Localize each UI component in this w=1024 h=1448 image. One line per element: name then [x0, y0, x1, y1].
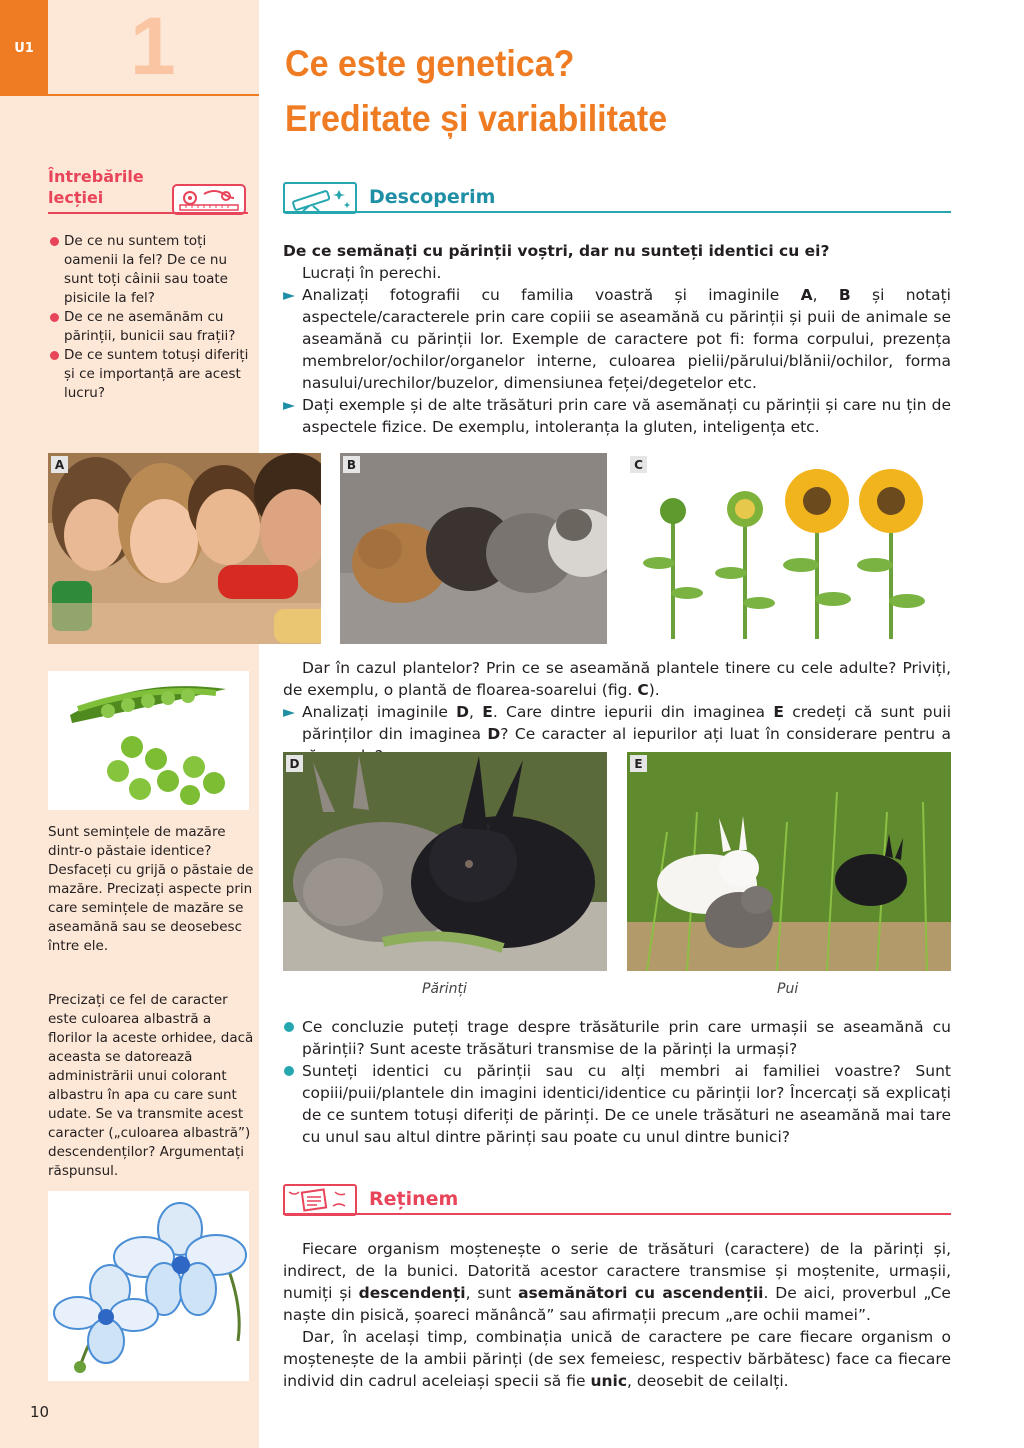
notes-icon [283, 1184, 357, 1216]
photo-c-sunflowers [627, 453, 951, 644]
caption-babies: Pui [777, 981, 799, 997]
photo-d-rabbit-parents [283, 752, 607, 971]
unit-tab: U1 [0, 0, 48, 96]
remember-text [283, 1238, 951, 1392]
arrow-icon: ► [283, 703, 295, 721]
conclusion-item: Sunteți identici cu părinții sau cu alți membri ai familiei voastre? Sunt copiii/puii/plantele din imagini identici/identice cu părinții lor? Încercați să explicați de ce suntem totuși diferiți de părinți. De ce unele trăsături ne aseamănă mai tare cu unul sau altul dintre părinți sau poate cu unul dintre bunici? [283, 1060, 951, 1148]
title-rule [48, 94, 259, 96]
remember-paragraph-2: Dar, în același timp, combinația unică de caractere pe care fiecare organism o moștenește de la ambii părinți (de sex femeiesc, respectiv bărbătesc) face ca fiecare individ din cadrul aceleiași specii să fie unic, deosebit de ceilalți. [283, 1328, 951, 1390]
questions-rule [48, 212, 248, 214]
discover-bullet-3: ► Analizați imaginile D, E. Care dintre iepurii din imaginea E credeți că sunt puii părinților din imaginea D? Ce caracter al iepurilor ați luat în considerare pentru a [283, 703, 952, 743]
telescope-icon [283, 182, 357, 214]
conclusion-item: Ce concluzie puteți trage despre trăsăturile prin care urmașii se aseamănă cu părinții? Sunt aceste trăsături transmise de la părinți la urmași? [283, 1016, 951, 1060]
photo-label: C [630, 456, 647, 473]
remember-paragraph-1: Fiecare organism moștenește o serie de trăsături (caractere) de la părinți și, indirect, de la bunici. Datorită acestor caractere transmise și moștenite, urmașii, numiți și descendenți, sunt asemănători cu ascendenții. De aici, proverbul „Ce naște din pisică, șoareci mănâncă” sau afirmații precum „are ochii mamei”. [283, 1240, 951, 1324]
photo-label: A [51, 456, 68, 473]
questions-list [48, 232, 258, 403]
lesson-number: 1 [130, 1, 176, 92]
photo-label: D [286, 755, 303, 772]
page-title-line2: Ereditate și variabilitate [285, 98, 668, 139]
questions-heading: Întrebările lecției [48, 167, 144, 207]
discover-bullet-1: ► Analizați fotografii cu familia voastră și imaginile A, B și notați aspectele/caracterele prin care copiii se aseamănă cu părinții și puii de animale se aseamănă cu părinții lor. Exemple de caractere pot fi: forma corpului, prezența membrelor/ochilor/organelor interne, culoarea pielii/părului/blănii/ochilor, forma nasului/urechilor/buzelor, dimensiunea feței/degetelor etc. [283, 286, 951, 392]
arrow-icon: ► [283, 286, 295, 304]
orchid-text: Precizați ce fel de caracter este culoarea albastră a florilor la aceste orhidee, dacă aceasta se datorează administrării unui colorant albastru în apa cu care sunt udate. Se va transmite acest caracter („culoarea albastră”) descendenților? Argumentați răspunsul. [48, 992, 254, 1179]
discover-bullet-2: ► Dați exemple și de alte trăsături prin care vă asemănați cu părinții și care nu țin de aspectele fizice. De exemplu, intoleranța la gluten, inteligența etc. [283, 396, 951, 436]
remember-section-header [283, 1184, 951, 1216]
list-item: De ce suntem totuși diferiți și ce importanță are acest lucru? [48, 346, 258, 403]
pea-pod-photo [48, 671, 249, 810]
list-item: De ce ne asemănăm cu părinții, bunicii sau frații? [48, 308, 258, 346]
arrow-icon: ► [283, 396, 295, 414]
remember-heading: Reținem [369, 1188, 459, 1210]
discover-section-header [283, 182, 951, 214]
discover-heading: Descoperim [369, 186, 496, 208]
photo-a-family [48, 453, 321, 644]
discover-intro [283, 240, 951, 438]
plants-paragraph: Dar în cazul plantelor? Prin ce se aseamănă plantele tinere cu cele adulte? Priviți, de exemplu, o plantă de floarea-soarelui (fig. C). [283, 659, 951, 699]
page-title [285, 36, 929, 146]
photo-e-rabbit-babies [627, 752, 951, 971]
orchid-photo [48, 1191, 249, 1381]
pea-text: Sunt semințele de mazăre dintr-o păstaie identice? Desfaceți cu grijă o păstaie de mazăre. Precizați aspecte prin care semințele de mazăre se aseamănă sau se deosebesc între ele. [48, 824, 254, 954]
photo-b-kittens [340, 453, 607, 644]
photo-label: B [343, 456, 360, 473]
remember-rule [283, 1213, 951, 1215]
discover-instruction: Lucrați în perechi. [302, 264, 442, 282]
plants-text [283, 657, 951, 767]
caption-parents: Părinți [422, 981, 467, 997]
conclusions [283, 1016, 951, 1148]
page-number: 10 [30, 1403, 50, 1421]
discover-question: De ce semănați cu părinții voștri, dar nu sunteți identici cu ei? [283, 242, 830, 260]
discover-rule [283, 211, 951, 213]
page-title-line1: Ce este genetica? [285, 43, 575, 84]
tape-measure-icon [172, 184, 246, 215]
list-item: De ce nu suntem toți oamenii la fel? De ce nu sunt toți câinii sau toate pisicile la fel? [48, 232, 258, 308]
photo-label: E [630, 755, 647, 772]
